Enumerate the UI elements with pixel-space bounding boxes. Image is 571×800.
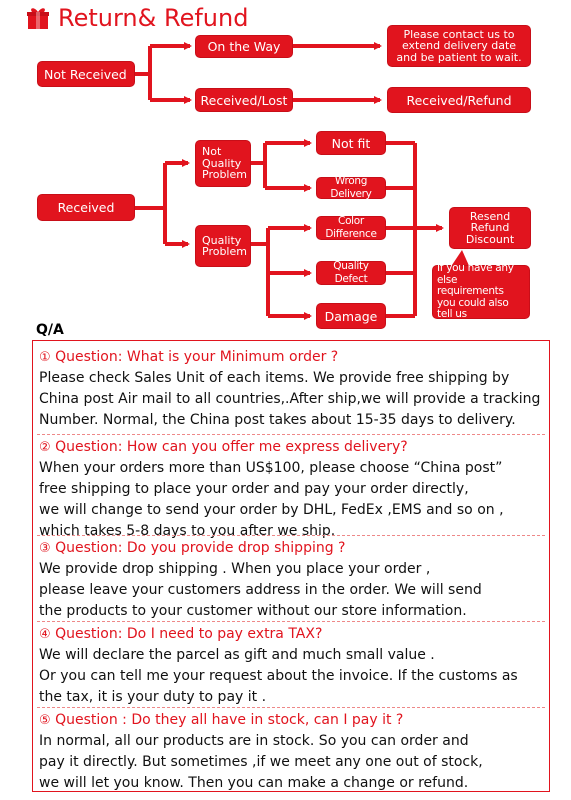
not-quality-problem-box: Not Quality Problem bbox=[196, 141, 250, 186]
answer-line: In normal, all our products are in stock. So you can order and bbox=[39, 733, 469, 749]
qa-item-4 bbox=[39, 624, 545, 708]
answer-line: the tax, it is your duty to pay it . bbox=[39, 689, 267, 705]
color-difference-box: Color Difference bbox=[317, 217, 385, 239]
else-requirements-bubble: If you have any else requirements you could also tell us bbox=[433, 266, 529, 318]
answer-line: Number. Normal, the China post takes about 15-35 days to delivery. bbox=[39, 412, 516, 428]
received-refund-box: Received/Refund bbox=[388, 88, 530, 112]
answer-line: we will change to send your order by DHL, FedEx ,EMS and so on , bbox=[39, 502, 504, 518]
answer-line: the products to your customer without our store information. bbox=[39, 603, 467, 619]
separator bbox=[37, 621, 545, 622]
not-fit-box: Not fit bbox=[317, 132, 385, 154]
damage-box: Damage bbox=[317, 304, 385, 328]
separator bbox=[37, 535, 545, 536]
wrong-delivery-box: Wrong Delivery bbox=[317, 178, 385, 198]
separator bbox=[37, 434, 545, 435]
qa-title: Q/A bbox=[36, 322, 64, 338]
answer-line: We provide drop shipping . When you place your order , bbox=[39, 561, 431, 577]
question-2: ② Question: How can you offer me express delivery? bbox=[39, 439, 408, 455]
answer-line: When your orders more than US$100, please choose “China post” bbox=[39, 460, 503, 476]
resend-refund-discount-box: Resend Refund Discount bbox=[450, 208, 530, 248]
answer-line: free shipping to place your order and pay your order directly, bbox=[39, 481, 469, 497]
answer-line: which takes 5-8 days to you after we ship. bbox=[39, 523, 336, 539]
answer-line: please leave your customers address in the order. We will send bbox=[39, 582, 482, 598]
qa-item-5 bbox=[39, 710, 545, 794]
question-5: ⑤ Question : Do they all have in stock, can I pay it ? bbox=[39, 712, 404, 728]
answer-line: pay it directly. But sometimes ,if we meet any one out of stock, bbox=[39, 754, 483, 770]
answer-line: We will declare the parcel as gift and much small value . bbox=[39, 647, 435, 663]
on-the-way-box: On the Way bbox=[196, 36, 292, 57]
qa-item-3 bbox=[39, 538, 545, 622]
received-lost-box: Received/Lost bbox=[196, 89, 292, 111]
qa-panel bbox=[32, 340, 550, 792]
contact-message-box: Please contact us to extend delivery date and be patient to wait. bbox=[388, 26, 530, 66]
question-3: ③ Question: Do you provide drop shipping ? bbox=[39, 540, 346, 556]
question-1: ① Question: What is your Minimum order ? bbox=[39, 349, 339, 365]
answer-line: Please check Sales Unit of each items. We provide free shipping by bbox=[39, 370, 510, 386]
answer-line: we will let you know. Then you can make a change or refund. bbox=[39, 775, 469, 791]
quality-problem-box: Quality Problem bbox=[196, 226, 250, 266]
separator bbox=[37, 707, 545, 708]
page-title: Return& Refund bbox=[58, 4, 249, 32]
answer-line: China post Air mail to all countries,.After ship,we will provide a tracking bbox=[39, 391, 541, 407]
not-received-box: Not Received bbox=[38, 62, 134, 86]
received-box: Received bbox=[38, 195, 134, 220]
qa-item-2 bbox=[39, 437, 545, 542]
answer-line: Or you can tell me your request about the invoice. If the customs as bbox=[39, 668, 518, 684]
qa-item-1 bbox=[39, 347, 545, 431]
question-4: ④ Question: Do I need to pay extra TAX? bbox=[39, 626, 323, 642]
quality-defect-box: Quality Defect bbox=[317, 262, 385, 284]
